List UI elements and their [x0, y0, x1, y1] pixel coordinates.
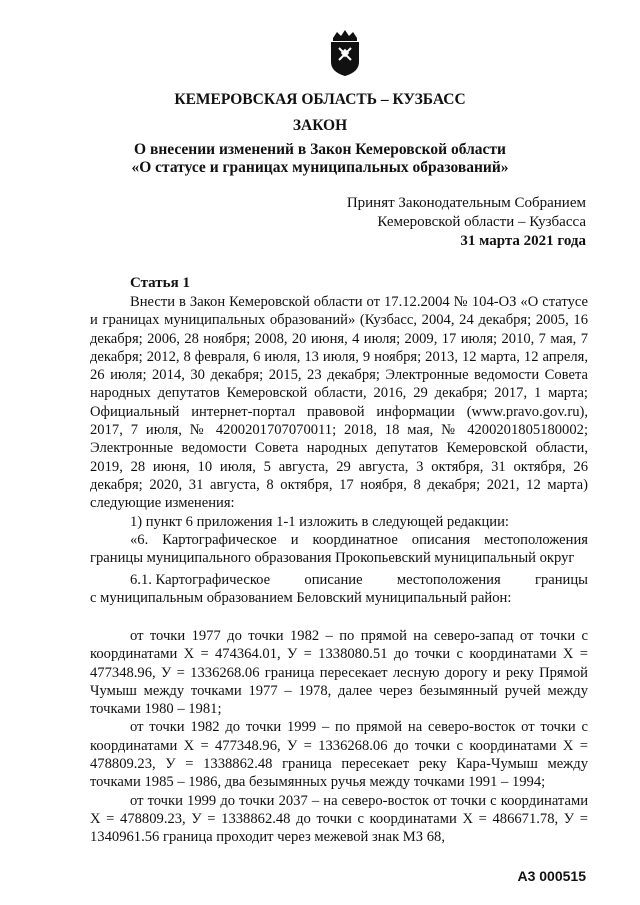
article-intro: Внести в Закон Кемеровской области от 17.12.2004 № 104-ОЗ «О статусе и границах муниципальных образований» (Кузбасс, 2004, 24 декабря; 2005, 16 декабря; 2006, 28 ноября; 2008, 20 июня, 4 июля; 2009, 17 июля; 2010, 7 мая, 7 декабря; 2012, 8 февраля, 6 июля, 13 июля, 9 ноября; 2013, 12 марта, 12 апреля, 26 июля; 2014, 30 декабря; 2015, 23 декабря; Электронные ведомости Совета народных депутатов Кемеровской области, 2016, 29 декабря; 2017, 1 марта; Официальный интернет-портал правовой информации (www.pravo.gov.ru), 2017, 7 июля, № 4200201707070011; 2018, 18 мая, № 4200201805180002; Электронные ведомости Совета народных депутатов Кемеровской области, 2019, 28 июня, 10 июля, 5 августа, 29 августа, 3 октября, 31 октября, 26 декабря; 2020, 31 августа, 8 октября, 17 ноября, 8 декабря; 2021, 12 марта) следующие изменения: [90, 294, 588, 512]
coat-of-arms-emblem [327, 28, 363, 78]
boundary-paragraph-2: от точки 1982 до точки 1999 – по прямой на северо-восток от точки с координатами Х = 477348.96, У = 1336268.06 до точки с координатами Х = 478809.23, У = 1338862.48 граница пересекает реку Кара-Чумыш между точками 1985 – 1986, два безымянных ручья между точками 1991 – 1994; [90, 719, 588, 791]
document-type: ЗАКОН [292, 117, 348, 134]
article-quote: «6. Картографическое и координатное описания местоположения границы муниципального образования Прокопьевский муниципальный округ [90, 531, 588, 567]
section-heading-line-1 [90, 571, 588, 589]
section-heading-word: границы [534, 572, 588, 588]
boundary-paragraph-3: от точки 1999 до точки 2037 – на северо-восток от точки с координатами Х = 478809.23, У = 1338862.48 до точки с координатами Х = 486671.78, У = 1340961.56 граница проходит через межевой знак МЗ 68, [90, 792, 588, 846]
adoption-line-1: Принят Законодательным Собранием [346, 195, 586, 211]
article-heading: Статья 1 [130, 275, 190, 291]
section-heading-word: описание [304, 572, 363, 588]
boundary-description [90, 627, 588, 847]
region-title: КЕМЕРОВСКАЯ ОБЛАСТЬ – КУЗБАСС [174, 91, 466, 108]
adoption-line-2: Кемеровской области – Кузбасса [377, 214, 586, 230]
section-6-1 [90, 571, 588, 608]
adoption-date: 31 марта 2021 года [460, 233, 586, 249]
section-heading-word: 6.1. Картографическое [130, 572, 271, 588]
serial-number: А3 000515 [517, 868, 586, 884]
boundary-paragraph-1: от точки 1977 до точки 1982 – по прямой на северо-запад от точки с координатами Х = 474364.01, У = 1338080.51 до точки с координатами Х = 477348.96, У = 1336268.06 граница пересекает лесную дорогу и реку Прямой Чумыш между точками 1977 – 1978, далее через безымянный ручей между точками 1980 – 1981; [90, 628, 588, 718]
article-body [90, 293, 588, 567]
law-title-line-2: «О статусе и границах муниципальных образований» [131, 159, 509, 176]
section-heading-line-2: с муниципальным образованием Беловский муниципальный район: [90, 590, 512, 607]
law-title-line-1: О внесении изменений в Закон Кемеровской области [134, 141, 506, 158]
article-item-1: 1) пункт 6 приложения 1-1 изложить в следующей редакции: [130, 513, 509, 530]
section-heading-word: местоположения [396, 572, 501, 588]
adoption-block [347, 194, 586, 251]
